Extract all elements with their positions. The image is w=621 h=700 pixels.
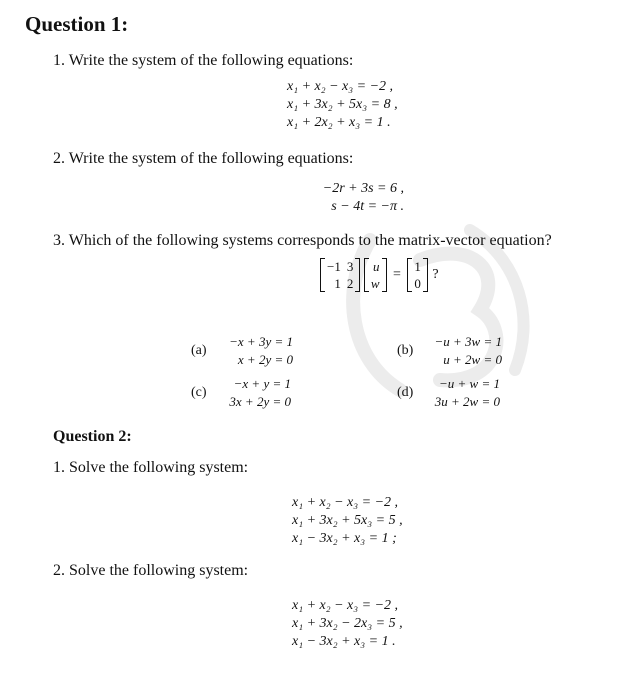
question2-title: Question 2: xyxy=(53,428,132,445)
equation-line: −x + 3y = 1 xyxy=(229,334,293,349)
equation-line: −2r + 3s = 6 , xyxy=(322,181,404,196)
equation-line: x₁ + x₂ − x₃ = −2 , xyxy=(287,79,394,94)
option-d-letter: (d) xyxy=(397,385,414,400)
option-c-equations xyxy=(205,375,291,411)
vector-cell: u xyxy=(373,259,380,274)
vector-cell: w xyxy=(370,276,380,291)
option-b-letter: (b) xyxy=(397,343,414,358)
option-d-equations xyxy=(412,375,500,411)
q1-item1-equations xyxy=(287,78,398,132)
equation-line: x₁ + x₂ − x₃ = −2 , xyxy=(292,598,399,613)
q1-item3-text: 3. Which of the following systems corresponds to the matrix-vector equation? xyxy=(53,232,552,249)
equation-line: x₁ + 3x₂ − 2x₃ = 5 , xyxy=(292,616,403,631)
coefficient-matrix xyxy=(320,258,360,292)
equation-line: −u + w = 1 xyxy=(439,376,500,391)
equation-line: s − 4t = −π . xyxy=(331,199,404,214)
option-c-letter: (c) xyxy=(191,385,207,400)
equation-line: 3u + 2w = 0 xyxy=(434,394,500,409)
equation-line: −x + y = 1 xyxy=(233,376,291,391)
equation-line: 3x + 2y = 0 xyxy=(229,394,291,409)
vector-cell: 0 xyxy=(414,276,421,291)
matrix-cell: −1 xyxy=(327,259,341,274)
equation-line: x₁ − 3x₂ + x₃ = 1 ; xyxy=(292,531,397,546)
equation-line: x + 2y = 0 xyxy=(237,352,293,367)
matrix-cell: 3 xyxy=(346,259,354,274)
equation-line: x₁ − 3x₂ + x₃ = 1 . xyxy=(292,634,396,649)
option-b-equations xyxy=(412,333,502,369)
matrix-cell: 1 xyxy=(334,276,341,291)
equation-line: −u + 3w = 1 xyxy=(434,334,502,349)
matrix-cell: 2 xyxy=(346,276,354,291)
q2-item2-text: 2. Solve the following system: xyxy=(53,562,249,579)
rhs-vector xyxy=(407,258,428,292)
equation-line: x₁ + x₂ − x₃ = −2 , xyxy=(292,495,399,510)
variable-vector xyxy=(364,258,387,292)
equals-sign: = xyxy=(393,267,401,282)
q2-item1-equations xyxy=(292,494,403,548)
q2-item2-equations xyxy=(292,597,403,651)
matrix-vector-equation xyxy=(320,258,442,292)
question-mark: ? xyxy=(432,267,439,282)
q1-item2-text: 2. Write the system of the following equations: xyxy=(53,150,354,167)
q1-item2-equations xyxy=(304,180,404,216)
q2-item1-text: 1. Solve the following system: xyxy=(53,459,249,476)
equation-line: x₁ + 3x₂ + 5x₃ = 5 , xyxy=(292,513,403,528)
vector-cell: 1 xyxy=(414,259,421,274)
q1-item1-text: 1. Write the system of the following equations: xyxy=(53,52,354,69)
equation-line: x₁ + 3x₂ + 5x₃ = 8 , xyxy=(287,97,398,112)
equation-line: x₁ + 2x₂ + x₃ = 1 . xyxy=(287,115,391,130)
equation-line: u + 2w = 0 xyxy=(443,352,502,367)
option-a-letter: (a) xyxy=(191,343,207,358)
question1-title: Question 1: xyxy=(25,12,129,36)
option-a-equations xyxy=(205,333,293,369)
